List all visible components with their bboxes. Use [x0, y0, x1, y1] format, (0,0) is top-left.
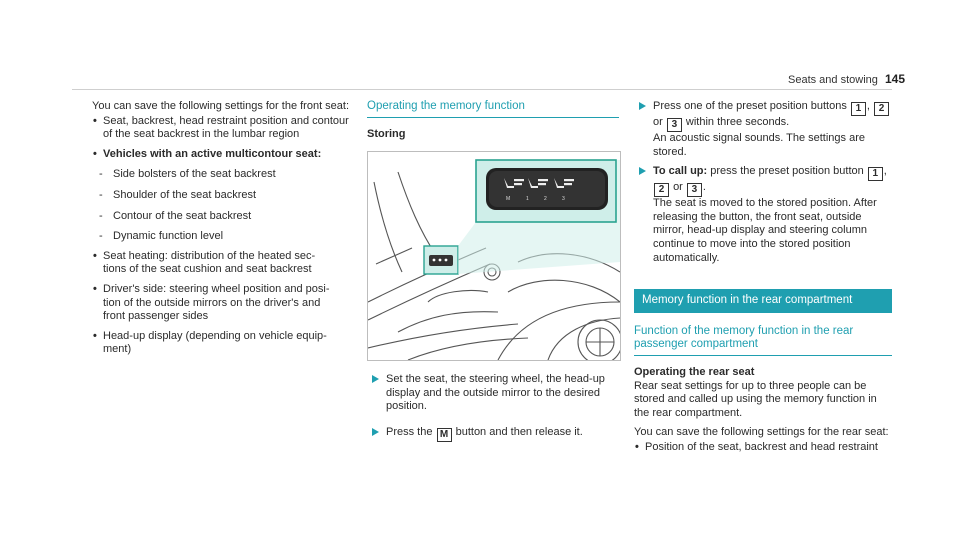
- column-middle: [367, 100, 619, 442]
- step2-post: button and then release it.: [455, 425, 583, 438]
- front-seat-settings-list: [92, 115, 354, 357]
- list-item: [92, 148, 354, 244]
- memory-key-icon: M: [437, 428, 452, 442]
- step1-text: Set the seat, the steering wheel, the head-up display and the outside mirror to the desired position.: [386, 373, 605, 413]
- or-text: or: [673, 181, 683, 194]
- rear-settings-list: [634, 441, 892, 455]
- sublist-item: [92, 189, 354, 203]
- header-divider: [72, 89, 892, 90]
- subheading-storing: Storing: [367, 127, 406, 140]
- page-header: [0, 0, 960, 92]
- step3-post: within three seconds.: [685, 116, 790, 128]
- sublist-item-text: Side bolsters of the seat backrest: [113, 168, 276, 181]
- section-banner-rear: Memory function in the rear compartment: [634, 289, 892, 313]
- step2-pre: Press the: [386, 425, 433, 438]
- step4-text: press the preset position button: [710, 165, 864, 178]
- panel-label-2: 2: [544, 196, 547, 203]
- multicontour-sublist: [92, 168, 354, 243]
- preset-key-3-icon: 3: [687, 183, 702, 197]
- panel-label-3: 3: [562, 196, 565, 203]
- or-text: or: [653, 116, 663, 128]
- door-switch-graphic: [424, 246, 458, 274]
- bullet-heating-line: tions of the seat cushion and seat backrest: [103, 263, 312, 276]
- bullet-heating-line: Seat heating: distribution of the heated sec-: [103, 249, 316, 262]
- bullet-multicontour-text: Vehicles with an active multicontour seat:: [103, 147, 322, 160]
- sublist-item-text: Contour of the seat backrest: [113, 209, 252, 222]
- sublist-item-text: Shoulder of the seat backrest: [113, 188, 257, 201]
- preset-key-2-icon: 2: [874, 102, 889, 116]
- column-right: [634, 100, 892, 455]
- storing-steps: [367, 373, 619, 442]
- chapter-title: Seats and stowing: [788, 74, 878, 86]
- list-item: [92, 283, 354, 324]
- rear-bullet1: Position of the seat, backrest and head restraint: [645, 440, 878, 453]
- door-panel-illustration: [367, 151, 621, 361]
- step-item: [367, 373, 619, 414]
- subheading-rear-seat: Operating the rear seat: [634, 365, 755, 378]
- list-item: [92, 115, 354, 142]
- step4-lead: To call up:: [653, 165, 708, 178]
- rear-para1: Rear seat settings for up to three people can be stored and called up using the memory function in the rear compartment.: [634, 379, 877, 419]
- step-item: [367, 426, 619, 442]
- rear-para2: You can save the following settings for the rear seat:: [634, 426, 889, 439]
- intro-text: You can save the following settings for the front seat:: [92, 100, 350, 112]
- section-heading-rear: Function of the memory function in the rear passenger compartment: [634, 325, 892, 356]
- page-number: 145: [885, 72, 906, 86]
- step-item: To call up: press the preset position button 1 , 2 or 3 . The seat is moved to the stored position. After releasing the button, the front seat, outside mirror, head-up display and steering column continue to move into the stored position automatically.: [634, 165, 892, 265]
- preset-key-2-icon: 2: [654, 183, 669, 197]
- preset-key-3-icon: 3: [667, 118, 682, 132]
- panel-label-1: 1: [526, 196, 529, 203]
- step3-note: An acoustic signal sounds. The settings are stored.: [653, 132, 865, 158]
- list-item: [92, 250, 354, 277]
- preset-key-1-icon: 1: [851, 102, 866, 116]
- bullet-driver-line: front passenger sides: [103, 310, 209, 323]
- bullet-hud-line: Head-up display (depending on vehicle equip-: [103, 329, 327, 342]
- memory-panel-zoom: [486, 168, 608, 210]
- bullet-driver-line: Driver's side: steering wheel position and posi-: [103, 282, 330, 295]
- panel-label-m: M: [506, 196, 511, 203]
- sublist-item-text: Dynamic function level: [113, 230, 224, 243]
- sublist-item: [92, 230, 354, 244]
- sublist-item: [92, 210, 354, 224]
- bullet-driver-line: tion of the outside mirrors on the driver's and: [103, 296, 321, 309]
- bullet-seat-text: Seat, backrest, head restraint position and contour of the seat backrest in the lumbar region: [103, 114, 349, 141]
- list-item: [92, 330, 354, 357]
- column-left: [92, 100, 354, 357]
- preset-key-1-icon: 1: [868, 167, 883, 181]
- step-item: Press one of the preset position buttons 1 , 2 or 3 within three seconds. An acoustic signal sounds. The settings are stored.: [634, 100, 892, 159]
- sublist-item: [92, 168, 354, 182]
- list-item: [634, 441, 892, 455]
- door-panel-svg: [368, 152, 620, 360]
- section-heading-memory: Operating the memory function: [367, 100, 619, 118]
- step4-note: The seat is moved to the stored position. After releasing the button, the front seat, outside mirror, head-up display and steering column continue to move into the stored position automatically.: [653, 197, 877, 264]
- bullet-hud-line: ment): [103, 343, 132, 356]
- storing-steps-continued: [634, 100, 892, 265]
- step3-pre: Press one of the preset position buttons: [653, 100, 847, 112]
